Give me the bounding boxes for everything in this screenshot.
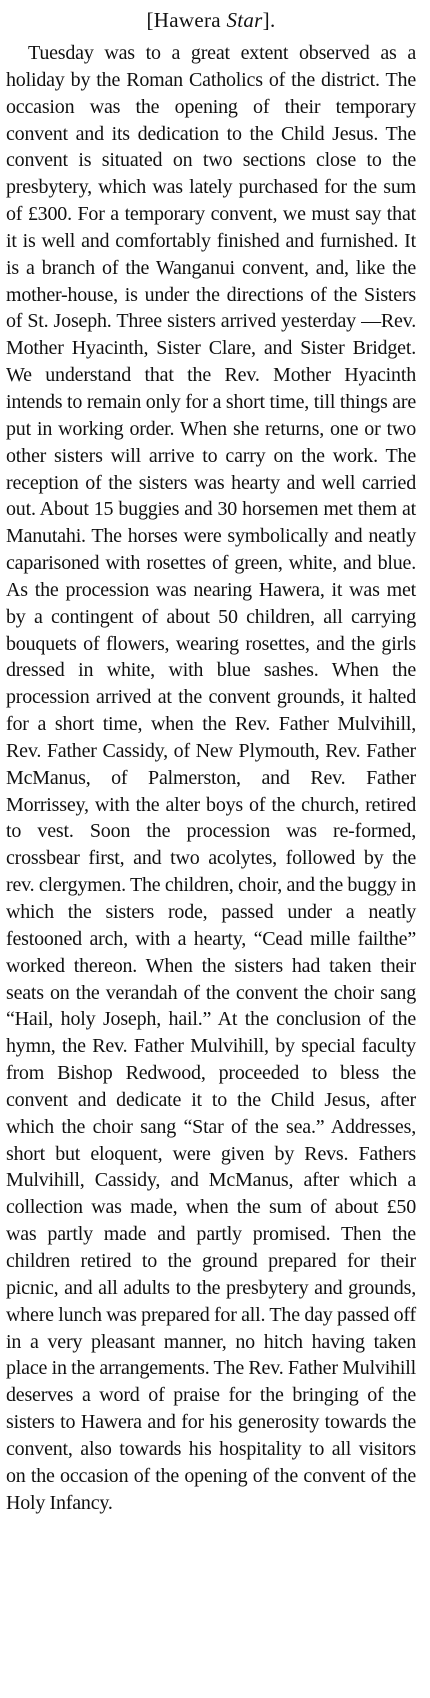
header-suffix: ]. (262, 8, 276, 32)
article-body: Tuesday was to a great extent observed as a holiday by the Roman Catholics of the district. The occasion was the opening of their temporary convent and its dedication to the Child Jesus. The convent is situated on two sections close to the presbytery, which was lately purchased for the sum of £300. For a temporary convent, we must say that it is well and comfortably finished and furnished. It is a branch of the Wanganui convent, and, like the mother-house, is under the directions of the Sisters of St. Joseph. Three sisters arrived yesterday —Rev. Mother Hyacinth, Sister Clare, and Sister Bridget. We understand that the Rev. Mother Hyacinth intends to remain only for a short time, till things are put in working order. When she returns, one or two other sisters will arrive to carry on the work. The reception of the sisters was hearty and well carried out. About 15 buggies and 30 horsemen met them at Manutahi. The horses were symbolically and neatly caparisoned with rosettes of green, white, and blue. As the procession was nearing Hawera, it was met by a contingent of about 50 children, all carrying bouquets of flowers, wearing rosettes, and the girls dressed in white, with blue sashes. When the procession arrived at the convent grounds, it halted for a short time, when the Rev. Father Mulvihill, Rev. Father Cassidy, of New Plymouth, Rev. Father McManus, of Palmerston, and Rev. Father Morrissey, with the alter boys of the church, retired to vest. Soon the procession was re-formed, crossbear first, and two acolytes, followed by the rev. clergymen. The children, choir, and the buggy in which the sisters rode, passed under a neatly festooned arch, with a hearty, “Cead mille failthe” worked thereon. When the sisters had taken their seats on the verandah of the convent the choir sang “Hail, holy Joseph, hail.” At the conclusion of the hymn, the Rev. Father Mulvihill, by special faculty from Bishop Redwood, proceeded to bless the convent and dedicate it to the Child Jesus, after which the choir sang “Star of the sea.” Addresses, short but eloquent, were given by Revs. Fathers Mulvihill, Cassidy, and McManus, after which a collection was made, when the sum of about £50 was partly made and partly promised. Then the children retired to the ground prepared for their picnic, and all adults to the presbytery and grounds, where lunch was prepared for all. The day passed off in a very pleasant manner, no hitch having taken place in the arrangements. The Rev. Father Mulvihill deserves a word of praise for the bringing of the sisters to Hawera and for his generosity towards the convent, also towards his hospitality to all visitors on the occasion of the opening of the convent of the Holy Infancy. (6, 42, 416, 1514)
header-prefix: [Hawera (146, 8, 227, 32)
article-source-header (6, 0, 416, 40)
newspaper-name: Star (226, 8, 263, 32)
